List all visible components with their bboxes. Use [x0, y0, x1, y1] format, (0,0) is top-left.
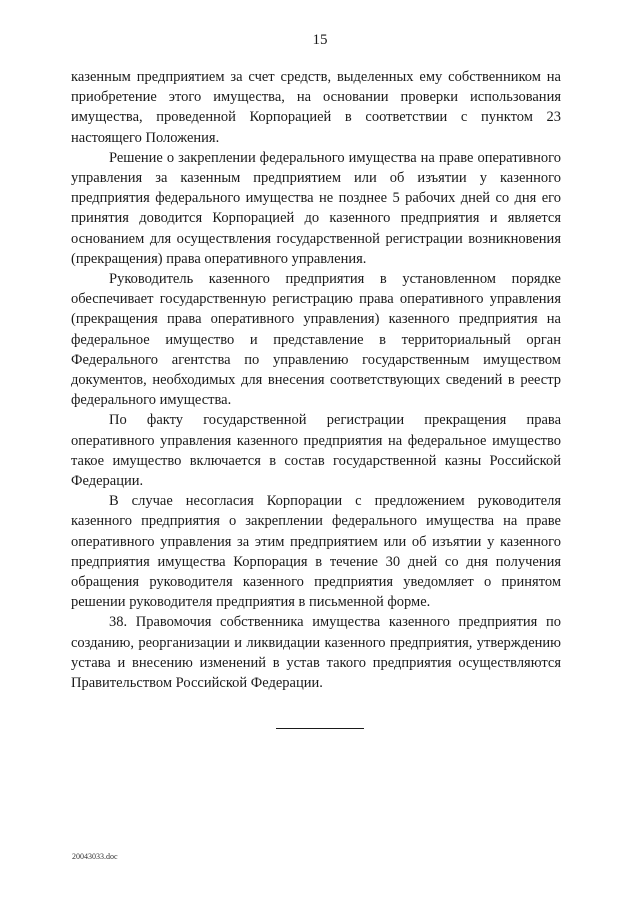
paragraph-decision-notice: Решение о закреплении федерального имущества на праве оперативного управления за казенным предприятием или об изъятии у казенного предприятия федерального имущества не позднее 5 рабочих дней со дня его принятия доводится Корпорацией до казенного предприятия и является основанием для осуществления государственной регистрации возникновения (прекращения) права оперативного управления. — [71, 149, 561, 267]
paragraph-item-38: 38. Правомочия собственника имущества казенного предприятия по созданию, реорганизации и ликвидации казенного предприятия, утверждению устава и внесению изменений в устав такого предприятия осуществляются Правительством Российской Федерации. — [71, 614, 561, 692]
paragraph-disagreement: В случае несогласия Корпорации с предложением руководителя казенного предприятия о закреплении федерального имущества на праве оперативного управления за этим предприятием или об изъятии у казенного предприятия имущества Корпорация в течение 30 дней со дня получения обращения руководителя казенного предприятия уведомляет о принятом решении руководителя предприятия в письменной форме. — [71, 493, 561, 611]
paragraph-state-treasury: По факту государственной регистрации прекращения права оперативного управления казенного предприятия на федеральное имущество такое имущество включается в состав государственной казны Российской Федерации. — [71, 412, 561, 490]
paragraph-head-registration: Руководитель казенного предприятия в установленном порядке обеспечивает государственную регистрацию права оперативного управления (прекращения права оперативного управления) казенного предприятия на федеральное имущество и представление в территориальный орган Федерального агентства по управлению государственным имуществом документов, необходимых для внесения соответствующих сведений в реестр федерального имущества. — [71, 271, 561, 409]
paragraph-continuation: казенным предприятием за счет средств, выделенных ему собственником на приобретение этого имущества, на основании проверки использования имущества, проведенной Корпорацией в соответствии с пунктом 23 настоящего Положения. — [71, 69, 561, 146]
file-name-footer: 20043033.doc — [72, 852, 118, 861]
end-separator-line — [276, 728, 364, 729]
page-number: 15 — [312, 32, 328, 48]
document-body — [71, 67, 561, 693]
